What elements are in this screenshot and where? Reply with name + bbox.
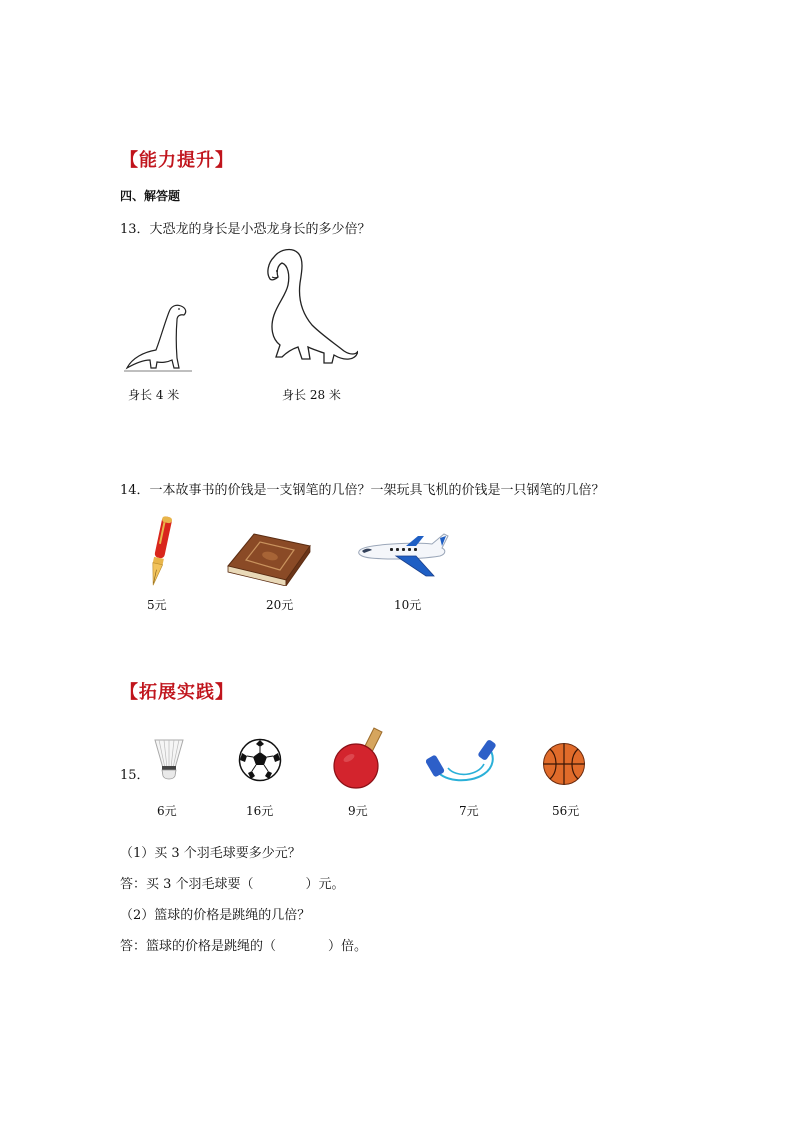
soccer-ball-icon <box>238 738 282 782</box>
basketball-price: 56元 <box>552 804 580 818</box>
part-heading: 四、解答题 <box>120 189 181 203</box>
answer-2-prefix: 答：篮球的价格是跳绳的（ <box>120 939 277 954</box>
pen-icon <box>146 514 174 592</box>
pen-price: 5元 <box>147 598 167 612</box>
answer-line-2 <box>120 935 367 954</box>
shuttlecock-icon <box>151 736 187 782</box>
section-title-ability: 【能力提升】 <box>120 150 234 171</box>
big-dinosaur-caption: 身长 28 米 <box>282 388 341 402</box>
small-dinosaur-caption: 身长 4 米 <box>128 388 180 402</box>
answer-line-1 <box>120 873 345 892</box>
shuttlecock-price: 6元 <box>157 804 177 818</box>
sub-question-2: （2）篮球的价格是跳绳的几倍？ <box>120 908 311 923</box>
jump-rope-price: 7元 <box>459 804 479 818</box>
question-14: 14．一本故事书的价钱是一支钢笔的几倍？一架玩具飞机的价钱是一只钢笔的几倍？ <box>120 483 605 498</box>
answer-1-prefix: 答：买 3 个羽毛球要（ <box>120 877 254 892</box>
book-icon <box>224 526 312 586</box>
jump-rope-icon <box>426 738 504 784</box>
toy-plane-icon <box>356 530 450 580</box>
big-dinosaur-image <box>262 243 358 369</box>
paddle-price: 9元 <box>348 804 368 818</box>
ping-pong-paddle-icon <box>332 726 390 790</box>
question-15-number: 15． <box>120 768 150 783</box>
answer-2-suffix: ）倍。 <box>328 939 368 954</box>
section-title-practice: 【拓展实践】 <box>120 682 234 703</box>
book-price: 20元 <box>266 598 294 612</box>
answer-1-suffix: ）元。 <box>305 877 345 892</box>
question-13: 13．大恐龙的身长是小恐龙身长的多少倍？ <box>120 222 371 237</box>
small-dinosaur-image <box>124 300 194 375</box>
basketball-icon <box>542 742 586 786</box>
soccer-ball-price: 16元 <box>246 804 274 818</box>
plane-price: 10元 <box>394 598 422 612</box>
sub-question-1: （1）买 3 个羽毛球要多少元？ <box>120 846 301 861</box>
